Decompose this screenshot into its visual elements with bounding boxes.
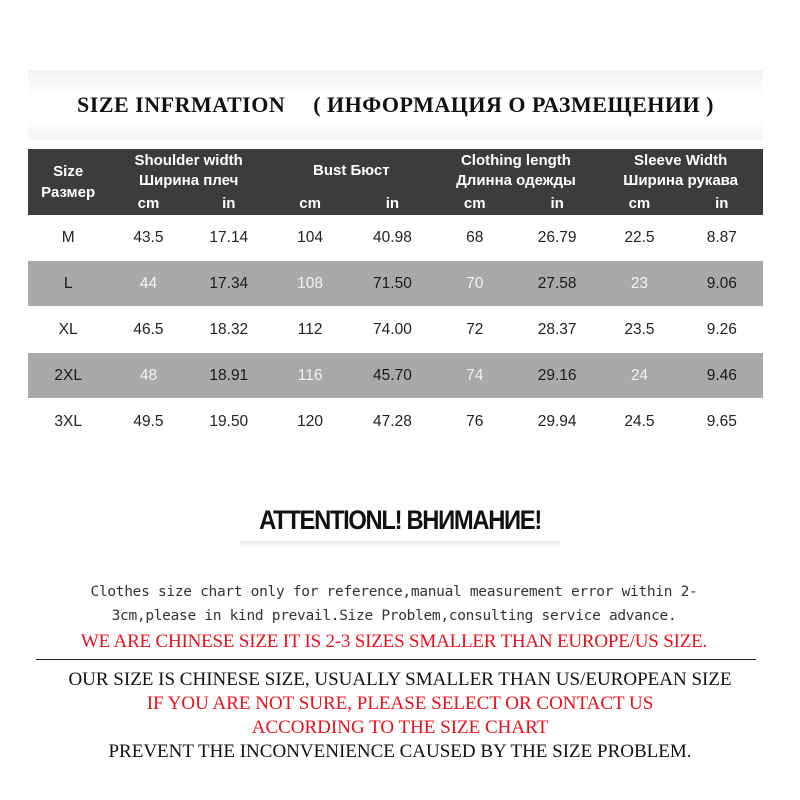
unit-cm-header: cm — [434, 193, 516, 216]
table-cell: 8.87 — [681, 216, 763, 261]
unit-in-header: in — [681, 193, 763, 216]
table-cell: 22.5 — [598, 216, 680, 261]
table-cell: 43.5 — [108, 216, 188, 261]
table-cell: 116 — [269, 353, 351, 399]
size-cell: M — [28, 216, 108, 261]
size-cell: 2XL — [28, 353, 108, 399]
unit-in-header: in — [516, 193, 598, 216]
title-english: SIZE INFRMATION — [77, 92, 286, 117]
table-cell: 9.06 — [681, 261, 763, 307]
table-cell: 26.79 — [516, 216, 598, 261]
group-header-ru: Длинна одежды — [456, 172, 576, 189]
footer-line-1: OUR SIZE IS CHINESE SIZE, USUALLY SMALLER THAN US/EUROPEAN SIZE — [68, 669, 732, 690]
size-table — [28, 149, 763, 444]
size-column-header — [28, 149, 108, 216]
clothing-length-header — [434, 149, 599, 193]
table-cell: 9.46 — [681, 353, 763, 399]
table-cell: 49.5 — [108, 399, 188, 445]
table-cell: 18.32 — [189, 307, 269, 353]
title-band — [28, 70, 763, 140]
group-header-ru: Ширина рукава — [623, 172, 739, 189]
table-cell: 74 — [434, 353, 516, 399]
table-row — [28, 399, 763, 445]
footer-notes — [0, 668, 800, 764]
table-cell: 29.94 — [516, 399, 598, 445]
table-cell: 40.98 — [351, 216, 433, 261]
page-title — [77, 92, 714, 118]
table-cell: 44 — [108, 261, 188, 307]
size-header-ru: Размер — [41, 184, 96, 201]
table-cell: 9.65 — [681, 399, 763, 445]
table-cell: 120 — [269, 399, 351, 445]
attention-underline — [240, 541, 560, 547]
table-row — [28, 307, 763, 353]
unit-cm-header: cm — [108, 193, 188, 216]
table-cell: 70 — [434, 261, 516, 307]
table-cell: 23 — [598, 261, 680, 307]
table-cell: 9.26 — [681, 307, 763, 353]
unit-in-header: in — [351, 193, 433, 216]
footer-line-4: PREVENT THE INCONVENIENCE CAUSED BY THE SIZE PROBLEM. — [108, 741, 692, 762]
group-header-ru: Ширина плеч — [138, 172, 239, 189]
table-cell: 108 — [269, 261, 351, 307]
table-cell: 24 — [598, 353, 680, 399]
table-cell: 24.5 — [598, 399, 680, 445]
table-cell: 18.91 — [189, 353, 269, 399]
attention-heading: ATTENTIONL! ВНИМАНИЕ! — [259, 505, 541, 535]
notice-line-2: 3cm,please in kind prevail.Size Problem,consulting service advance. — [111, 608, 677, 624]
unit-in-header: in — [189, 193, 269, 216]
table-cell: 19.50 — [189, 399, 269, 445]
title-russian: ( ИНФОРМАЦИЯ О РАЗМЕЩЕНИИ ) — [313, 92, 714, 117]
notice-warning: WE ARE CHINESE SIZE IT IS 2-3 SIZES SMALLER THAN EUROPE/US SIZE. — [80, 631, 708, 652]
footer-line-3: ACCORDING TO THE SIZE CHART — [251, 717, 549, 738]
table-cell: 68 — [434, 216, 516, 261]
table-cell: 74.00 — [351, 307, 433, 353]
notice-line-1: Clothes size chart only for reference,manual measurement error within 2- — [90, 584, 698, 600]
table-cell: 29.16 — [516, 353, 598, 399]
table-cell: 23.5 — [598, 307, 680, 353]
divider — [36, 659, 756, 660]
unit-cm-header: cm — [598, 193, 680, 216]
sleeve-width-header — [598, 149, 763, 193]
table-cell: 72 — [434, 307, 516, 353]
table-cell: 46.5 — [108, 307, 188, 353]
table-cell: 104 — [269, 216, 351, 261]
group-header-en: Shoulder width — [134, 152, 243, 169]
table-cell: 17.14 — [189, 216, 269, 261]
bust-header — [269, 149, 434, 193]
group-header-en: Clothing length — [460, 152, 571, 169]
table-cell: 27.58 — [516, 261, 598, 307]
size-cell: 3XL — [28, 399, 108, 445]
table-cell: 76 — [434, 399, 516, 445]
table-cell: 28.37 — [516, 307, 598, 353]
unit-cm-header: cm — [269, 193, 351, 216]
table-cell: 17.34 — [189, 261, 269, 307]
table-row — [28, 353, 763, 399]
group-header-en: Bust Бюст — [312, 162, 390, 179]
table-cell: 112 — [269, 307, 351, 353]
table-cell: 48 — [108, 353, 188, 399]
table-cell: 45.70 — [351, 353, 433, 399]
footer-line-2: IF YOU ARE NOT SURE, PLEASE SELECT OR CONTACT US — [146, 693, 654, 714]
shoulder-width-header — [108, 149, 269, 193]
table-row — [28, 216, 763, 261]
notice-box — [28, 580, 760, 658]
size-header-en: Size — [53, 163, 84, 180]
table-cell: 47.28 — [351, 399, 433, 445]
size-cell: L — [28, 261, 108, 307]
size-cell: XL — [28, 307, 108, 353]
table-cell: 71.50 — [351, 261, 433, 307]
table-row — [28, 261, 763, 307]
group-header-en: Sleeve Width — [634, 152, 728, 169]
